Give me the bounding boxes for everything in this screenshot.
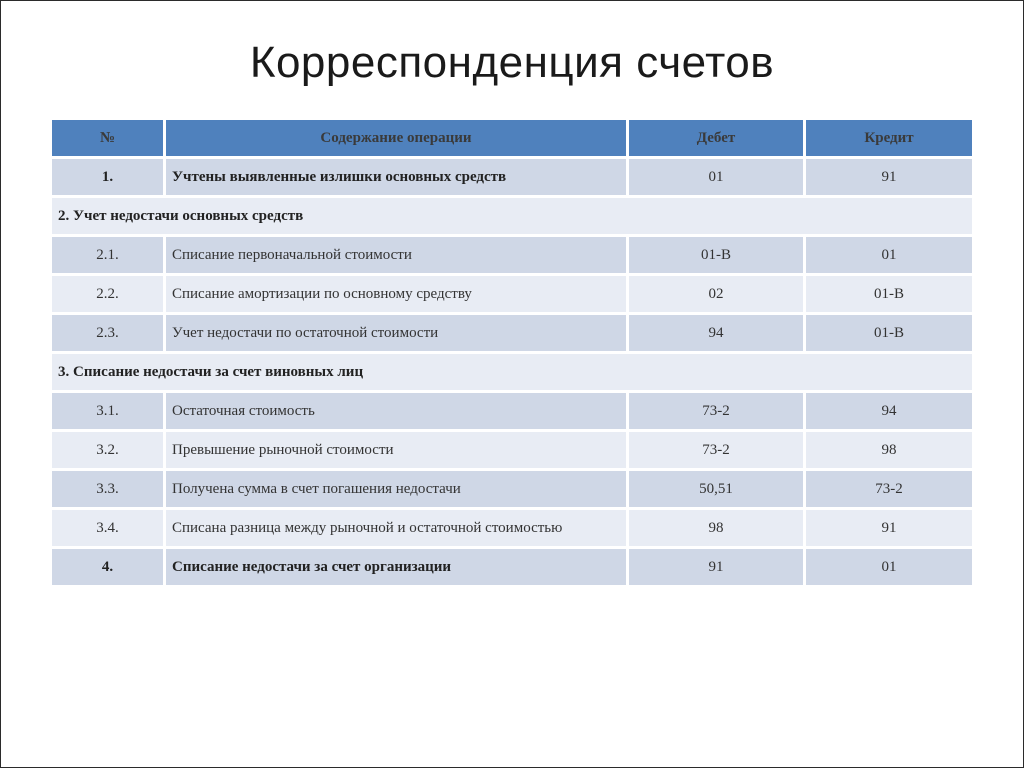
row-debit: 50,51 <box>629 471 806 510</box>
row-num: 1. <box>52 159 166 198</box>
row-description: Остаточная стоимость <box>166 393 629 432</box>
table-row <box>52 276 972 315</box>
section-title: 2. Учет недостачи основных средств <box>52 198 972 237</box>
table-row <box>52 510 972 549</box>
row-description: Списание недостачи за счет организации <box>166 549 629 588</box>
row-num: 3.2. <box>52 432 166 471</box>
table-row <box>52 159 972 198</box>
row-num: 2.3. <box>52 315 166 354</box>
row-num: 2.1. <box>52 237 166 276</box>
table-row <box>52 432 972 471</box>
row-num: 4. <box>52 549 166 588</box>
header-num: № <box>52 120 166 159</box>
row-debit: 01-В <box>629 237 806 276</box>
row-num: 3.3. <box>52 471 166 510</box>
row-debit: 91 <box>629 549 806 588</box>
row-debit: 73-2 <box>629 432 806 471</box>
table-row <box>52 315 972 354</box>
correspondence-table <box>52 120 972 588</box>
row-description: Учтены выявленные излишки основных средств <box>166 159 629 198</box>
row-credit: 01-В <box>806 315 972 354</box>
header-debit: Дебет <box>629 120 806 159</box>
row-description: Получена сумма в счет погашения недостачи <box>166 471 629 510</box>
table-row <box>52 471 972 510</box>
row-description: Учет недостачи по остаточной стоимости <box>166 315 629 354</box>
row-credit: 01 <box>806 237 972 276</box>
row-debit: 98 <box>629 510 806 549</box>
header-credit: Кредит <box>806 120 972 159</box>
row-credit: 91 <box>806 510 972 549</box>
row-debit: 94 <box>629 315 806 354</box>
row-credit: 98 <box>806 432 972 471</box>
row-description: Превышение рыночной стоимости <box>166 432 629 471</box>
table-row <box>52 393 972 432</box>
row-description: Списание амортизации по основному средству <box>166 276 629 315</box>
row-debit: 02 <box>629 276 806 315</box>
section-title: 3. Списание недостачи за счет виновных лиц <box>52 354 972 393</box>
row-description: Списание первоначальной стоимости <box>166 237 629 276</box>
section-row <box>52 354 972 393</box>
row-credit: 73-2 <box>806 471 972 510</box>
row-num: 3.1. <box>52 393 166 432</box>
table-row <box>52 237 972 276</box>
table-row <box>52 549 972 588</box>
table-header-row <box>52 120 972 159</box>
row-credit: 94 <box>806 393 972 432</box>
row-credit: 01 <box>806 549 972 588</box>
row-credit: 91 <box>806 159 972 198</box>
row-debit: 01 <box>629 159 806 198</box>
row-debit: 73-2 <box>629 393 806 432</box>
row-credit: 01-В <box>806 276 972 315</box>
row-num: 2.2. <box>52 276 166 315</box>
row-num: 3.4. <box>52 510 166 549</box>
section-row <box>52 198 972 237</box>
slide-title: Корреспонденция счетов <box>249 38 775 87</box>
header-description: Содержание операции <box>166 120 629 159</box>
row-description: Списана разница между рыночной и остаточной стоимостью <box>166 510 629 549</box>
